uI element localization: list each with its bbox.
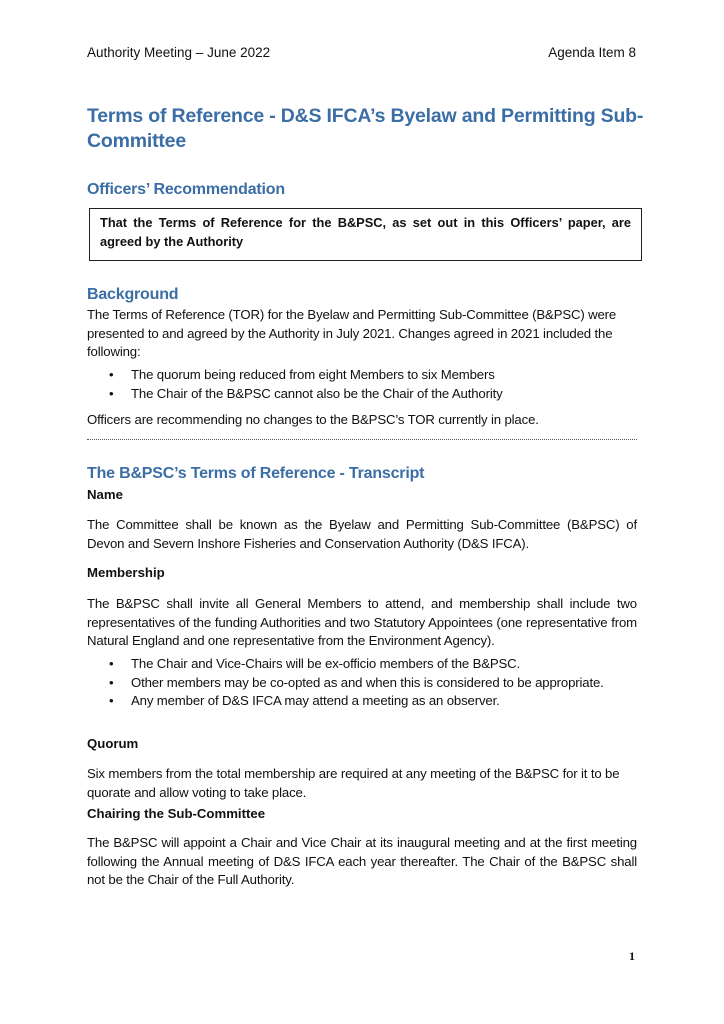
membership-heading: Membership <box>87 565 165 580</box>
bullet-icon: • <box>109 367 114 382</box>
transcript-heading: The B&PSC’s Terms of Reference - Transcript <box>87 465 425 482</box>
recommendation-text: That the Terms of Reference for the B&PSC, as set out in this Officers’ paper, are agreed by the Authority <box>100 215 631 249</box>
chairing-text: The B&PSC will appoint a Chair and Vice Chair at its inaugural meeting and at the first meeting following the Annual meeting of D&S IFCA each year thereafter. The Chair of the B&PSC shall not be the Chair of the Full Authority. <box>87 835 637 887</box>
membership-bullet-list <box>87 655 637 711</box>
list-item: • The Chair and Vice-Chairs will be ex-officio members of the B&PSC. <box>87 655 637 674</box>
membership-text: The B&PSC shall invite all General Members to attend, and membership shall include two representatives of the funding Authorities and two Statutory Appointees (one representative from Natural England and one representative from the Environment Agency). <box>87 596 637 648</box>
bullet-icon: • <box>109 674 114 690</box>
quorum-heading: Quorum <box>87 736 139 751</box>
name-heading: Name <box>87 487 123 502</box>
list-item: • Any member of D&S IFCA may attend a meeting as an observer. <box>87 692 637 711</box>
recommendation-box <box>89 208 642 261</box>
list-item: • Other members may be co-opted as and when this is considered to be appropriate. <box>87 674 637 693</box>
name-text: The Committee shall be known as the Byelaw and Permitting Sub-Committee (B&PSC) of Devon and Severn Inshore Fisheries and Conservation Authority (D&S IFCA). <box>87 517 637 551</box>
recommendation-heading: Officers’ Recommendation <box>87 181 285 198</box>
bullet-icon: • <box>109 656 114 671</box>
background-intro: The Terms of Reference (TOR) for the Byelaw and Permitting Sub-Committee (B&PSC) were presented to and agreed by the Authority in July 2021. Changes agreed in 2021 included the following: <box>87 307 617 359</box>
list-item: • The Chair of the B&PSC cannot also be the Chair of the Authority <box>87 385 637 404</box>
list-item: • The quorum being reduced from eight Members to six Members <box>87 366 637 385</box>
header-meeting: Authority Meeting – June 2022 <box>87 45 271 60</box>
document-title: Terms of Reference - D&S IFCA’s Byelaw and Permitting Sub-Committee <box>87 105 644 152</box>
bullet-icon: • <box>109 693 114 708</box>
chairing-heading: Chairing the Sub-Committee <box>87 806 266 821</box>
page-number: 1 <box>629 949 635 963</box>
background-bullet-list <box>87 366 637 403</box>
quorum-text: Six members from the total membership are required at any meeting of the B&PSC for it to be quorate and allow voting to take place. <box>87 766 620 800</box>
background-closing: Officers are recommending no changes to the B&PSC’s TOR currently in place. <box>87 412 539 427</box>
header-agenda-item: Agenda Item 8 <box>548 45 636 60</box>
background-heading: Background <box>87 286 179 303</box>
bullet-icon: • <box>109 385 114 401</box>
dotted-divider <box>87 439 637 440</box>
